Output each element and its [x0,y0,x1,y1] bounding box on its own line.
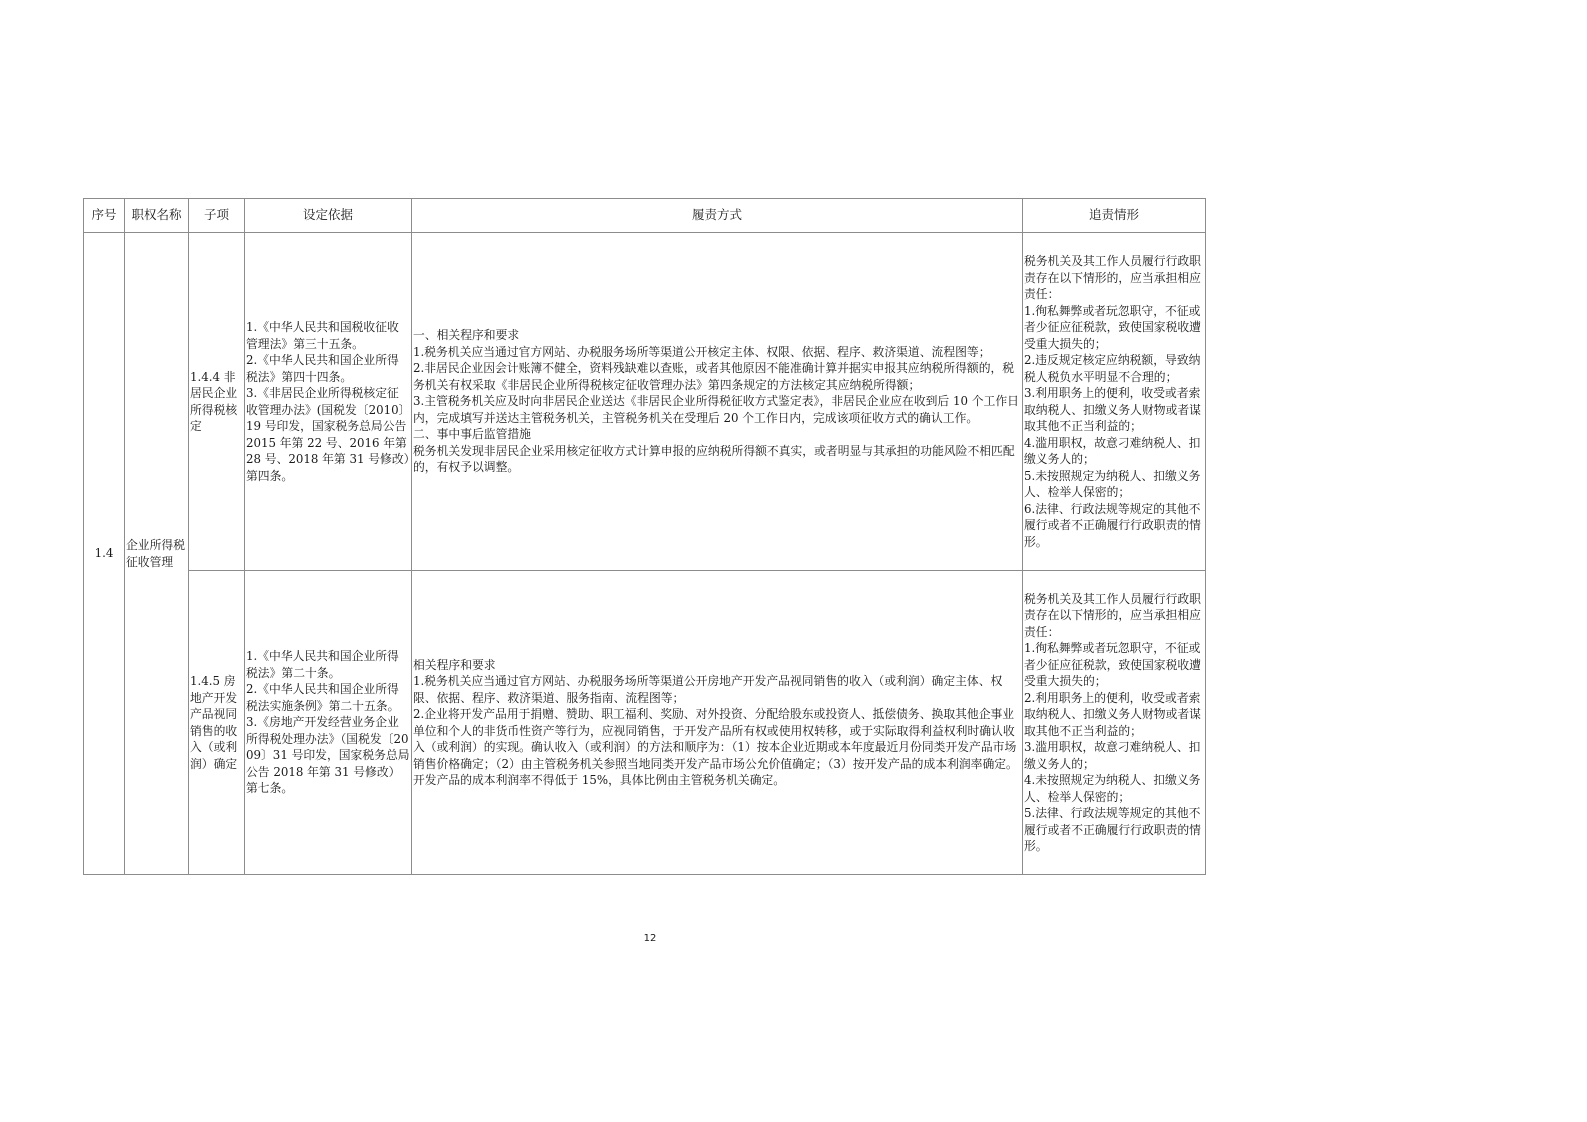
page-number: 12 [643,933,657,944]
header-sub-item: 子项 [189,199,245,233]
header-accountability: 追责情形 [1023,199,1206,233]
power-name: 企业所得税征收管理 [125,233,189,875]
table-header-row [84,199,1206,233]
table-row [84,571,1206,875]
method-text: 一、相关程序和要求 1.税务机关应当通过官方网站、办税服务场所等渠道公开核定主体、权限、依据、程序、救济渠道、流程图等； 2.非居民企业因会计账簿不健全，资料残缺难以查账，或者其他原因不能准确计算并据实申报其应纳税所得额的，税务机关有权采取《非居民企业所得税核定征收管理办法》第四条规定的方法核定其应纳税所得额； 3.主管税务机关应及时向非居民企业送达《非居民企业所得税征收方式鉴定表》，非居民企业应在收到后 10 个工作日内，完成填写并送达主管税务机关，主管税务机关在受理后 20 个工作日内，完成该项征收方式的确认工作。 二、事中事后监管措施 税务机关发现非居民企业采用核定征收方式计算申报的应纳税所得额不真实，或者明显与其承担的功能风险不相匹配的，有权予以调整。 [412,233,1023,571]
header-power-name: 职权名称 [125,199,189,233]
accountability-text: 税务机关及其工作人员履行行政职责存在以下情形的，应当承担相应责任： 1.徇私舞弊或者玩忽职守，不征或者少征应征税款，致使国家税收遭受重大损失的； 2.违反规定核定应纳税额，导致纳税人税负水平明显不合理的； 3.利用职务上的便利，收受或者索取纳税人、扣缴义务人财物或者谋取其他不正当利益的； 4.滥用职权，故意刁难纳税人、扣缴义务人的； 5.未按照规定为纳税人、扣缴义务人、检举人保密的； 6.法律、行政法规等规定的其他不履行或者不正确履行行政职责的情形。 [1023,233,1206,571]
basis-text: 1.《中华人民共和国税收征收管理法》第三十五条。 2.《中华人民共和国企业所得税法》第四十四条。 3.《非居民企业所得税核定征收管理办法》(国税发〔2010〕19 号印发，国家税务总局公告 2015 年第 22 号、2016 年第 28 号、2018 年第 31 号修改）第四条。 [245,233,412,571]
header-number: 序号 [84,199,125,233]
sub-item: 1.4.5 房地产开发产品视同销售的收入（或利润）确定 [189,571,245,875]
basis-text: 1.《中华人民共和国企业所得税法》第二十条。 2.《中华人民共和国企业所得税法实施条例》第二十五条。 3.《房地产开发经营业务企业所得税处理办法》（国税发〔2009〕31 号印发，国家税务总局公告 2018 年第 31 号修改）第七条。 [245,571,412,875]
responsibility-table [83,198,1206,875]
header-basis: 设定依据 [245,199,412,233]
accountability-text: 税务机关及其工作人员履行行政职责存在以下情形的，应当承担相应责任： 1.徇私舞弊或者玩忽职守，不征或者少征应征税款，致使国家税收遭受重大损失的； 2.利用职务上的便利，收受或者索取纳税人、扣缴义务人财物或者谋取其他不正当利益的； 3.滥用职权，故意刁难纳税人、扣缴义务人的； 4.未按照规定为纳税人、扣缴义务人、检举人保密的； 5.法律、行政法规等规定的其他不履行或者不正确履行行政职责的情形。 [1023,571,1206,875]
sub-item: 1.4.4 非居民企业所得税核定 [189,233,245,571]
header-method: 履责方式 [412,199,1023,233]
row-number: 1.4 [84,233,125,875]
method-text: 相关程序和要求 1.税务机关应当通过官方网站、办税服务场所等渠道公开房地产开发产品视同销售的收入（或利润）确定主体、权限、依据、程序、救济渠道、服务指南、流程图等； 2.企业将开发产品用于捐赠、赞助、职工福利、奖励、对外投资、分配给股东或投资人、抵偿债务、换取其他企事业单位和个人的非货币性资产等行为，应视同销售，于开发产品所有权或使用权转移，或于实际取得利益权利时确认收入（或利润）的实现。确认收入（或利润）的方法和顺序为：（1）按本企业近期或本年度最近月份同类开发产品市场销售价格确定；（2）由主管税务机关参照当地同类开发产品市场公允价值确定；（3）按开发产品的成本利润率确定。开发产品的成本利润率不得低于 15%，具体比例由主管税务机关确定。 [412,571,1023,875]
table-row [84,233,1206,571]
